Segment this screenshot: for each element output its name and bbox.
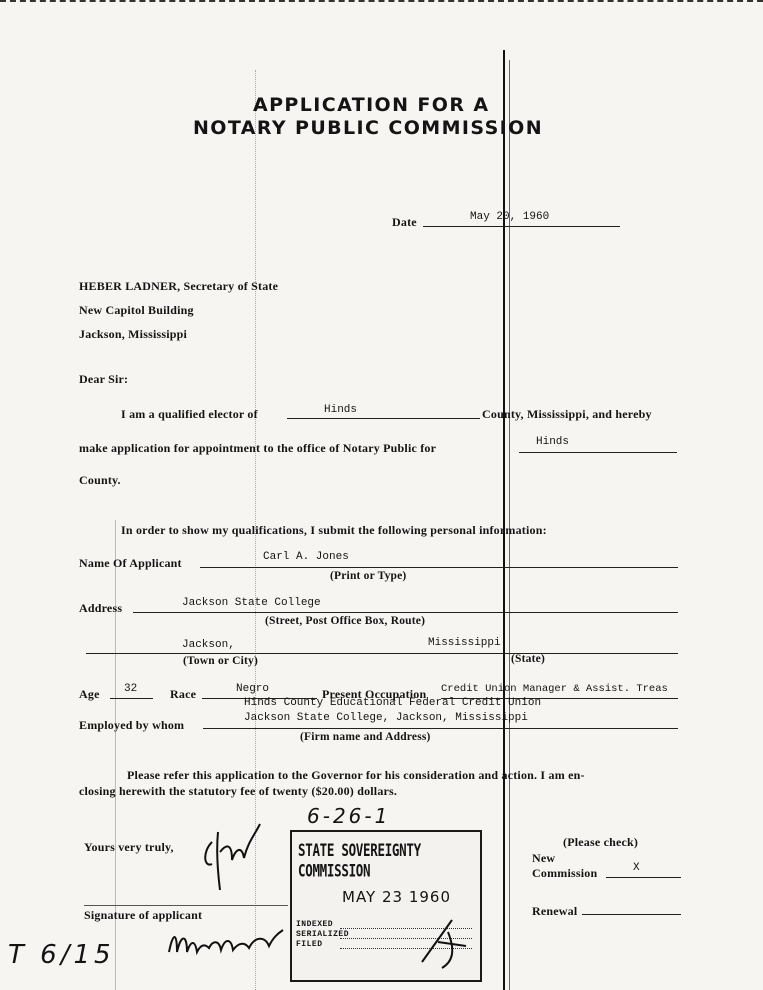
- sovereignty-commission-stamp: [290, 830, 482, 982]
- scan-line-main: [503, 50, 505, 990]
- address-underline: [133, 612, 678, 613]
- body-p2-text-a: make application for appointment to the office of Notary Public for: [79, 441, 437, 455]
- employer-line-1[interactable]: Hinds County Educational Federal Credit Union: [244, 697, 542, 709]
- stamp-date: MAY 23 1960: [342, 888, 451, 906]
- form-title-line-1: APPLICATION FOR A: [253, 94, 490, 116]
- stamp-label-indexed: INDEXED: [296, 920, 334, 929]
- margin-note: T 6/15: [8, 940, 115, 970]
- body-p4-text: In order to show my qualifications, I submit the following personal information:: [121, 523, 547, 537]
- name-caption: (Print or Type): [330, 570, 407, 582]
- new-commission-checkline: [606, 877, 681, 878]
- age-label: Age: [79, 687, 100, 701]
- body-p1-text-a: I am a qualified elector of: [121, 407, 258, 421]
- stamp-label-filed: FILED: [296, 940, 323, 949]
- body-p3-text: County.: [79, 473, 121, 487]
- address-label: Address: [79, 601, 123, 615]
- page-top-edge: [0, 0, 763, 7]
- form-title-line-2: NOTARY PUBLIC COMMISSION: [193, 117, 543, 139]
- occupation-value[interactable]: Credit Union Manager & Assist. Treas: [441, 683, 668, 695]
- state-value[interactable]: Mississippi: [428, 637, 501, 649]
- stamp-initials-scribble: [412, 912, 472, 972]
- employer-line-2[interactable]: Jackson State College, Jackson, Mississippi: [244, 712, 528, 724]
- race-label: Race: [170, 687, 197, 701]
- notary-county-underline: [519, 452, 677, 453]
- signature-label: Signature of applicant: [84, 908, 203, 922]
- elector-county-underline: [287, 418, 480, 419]
- closing-para-line-1: Please refer this application to the Governor for his consideration and action. I am en-: [127, 768, 585, 782]
- addressee-line-3: Jackson, Mississippi: [79, 327, 188, 341]
- employer-caption: (Firm name and Address): [300, 731, 431, 743]
- age-underline: [110, 698, 153, 699]
- new-commission-mark[interactable]: X: [633, 862, 640, 874]
- addressee-line-2: New Capitol Building: [79, 303, 194, 317]
- closing-para-line-2: closing herewith the statutory fee of twenty ($20.00) dollars.: [79, 784, 398, 798]
- renewal-label: Renewal: [532, 904, 578, 918]
- address-caption: (Street, Post Office Box, Route): [265, 615, 426, 627]
- stamp-label-serialized: SERIALIZED: [296, 930, 350, 939]
- addressee-line-1: HEBER LADNER, Secretary of State: [79, 279, 279, 293]
- stamp-title: STATE SOVEREIGNTY COMMISSION: [298, 840, 421, 881]
- signature-mark-upper: [198, 812, 270, 892]
- new-label-1: New: [532, 851, 556, 865]
- date-label: Date: [392, 215, 417, 229]
- elector-county-value[interactable]: Hinds: [324, 404, 358, 416]
- address-value[interactable]: Jackson State College: [182, 597, 321, 609]
- handwritten-date: 6-26-1: [307, 804, 391, 828]
- town-caption: (Town or City): [183, 655, 259, 667]
- yours-very-truly: Yours very truly,: [84, 840, 174, 854]
- race-value[interactable]: Negro: [236, 683, 270, 695]
- occupation-label: Present Occupation: [322, 687, 427, 701]
- renewal-checkline: [582, 914, 681, 915]
- salutation: Dear Sir:: [79, 372, 129, 386]
- new-label-2: Commission: [532, 866, 598, 880]
- date-underline: [423, 226, 620, 227]
- notary-county-value[interactable]: Hinds: [536, 436, 570, 448]
- date-value[interactable]: May 20, 1960: [470, 211, 550, 223]
- check-heading: (Please check): [563, 835, 639, 849]
- signature-scrawl: [165, 918, 285, 966]
- name-value[interactable]: Carl A. Jones: [263, 551, 349, 563]
- town-underline: [86, 653, 678, 654]
- name-label: Name Of Applicant: [79, 556, 182, 570]
- town-value[interactable]: Jackson,: [182, 639, 235, 651]
- name-underline: [200, 567, 678, 568]
- signature-underline: [84, 905, 288, 906]
- body-p1-text-b: County, Mississippi, and hereby: [482, 407, 652, 421]
- age-value[interactable]: 32: [124, 683, 138, 695]
- employer-label: Employed by whom: [79, 718, 185, 732]
- employer-underline: [203, 728, 678, 729]
- state-caption: (State): [511, 653, 545, 665]
